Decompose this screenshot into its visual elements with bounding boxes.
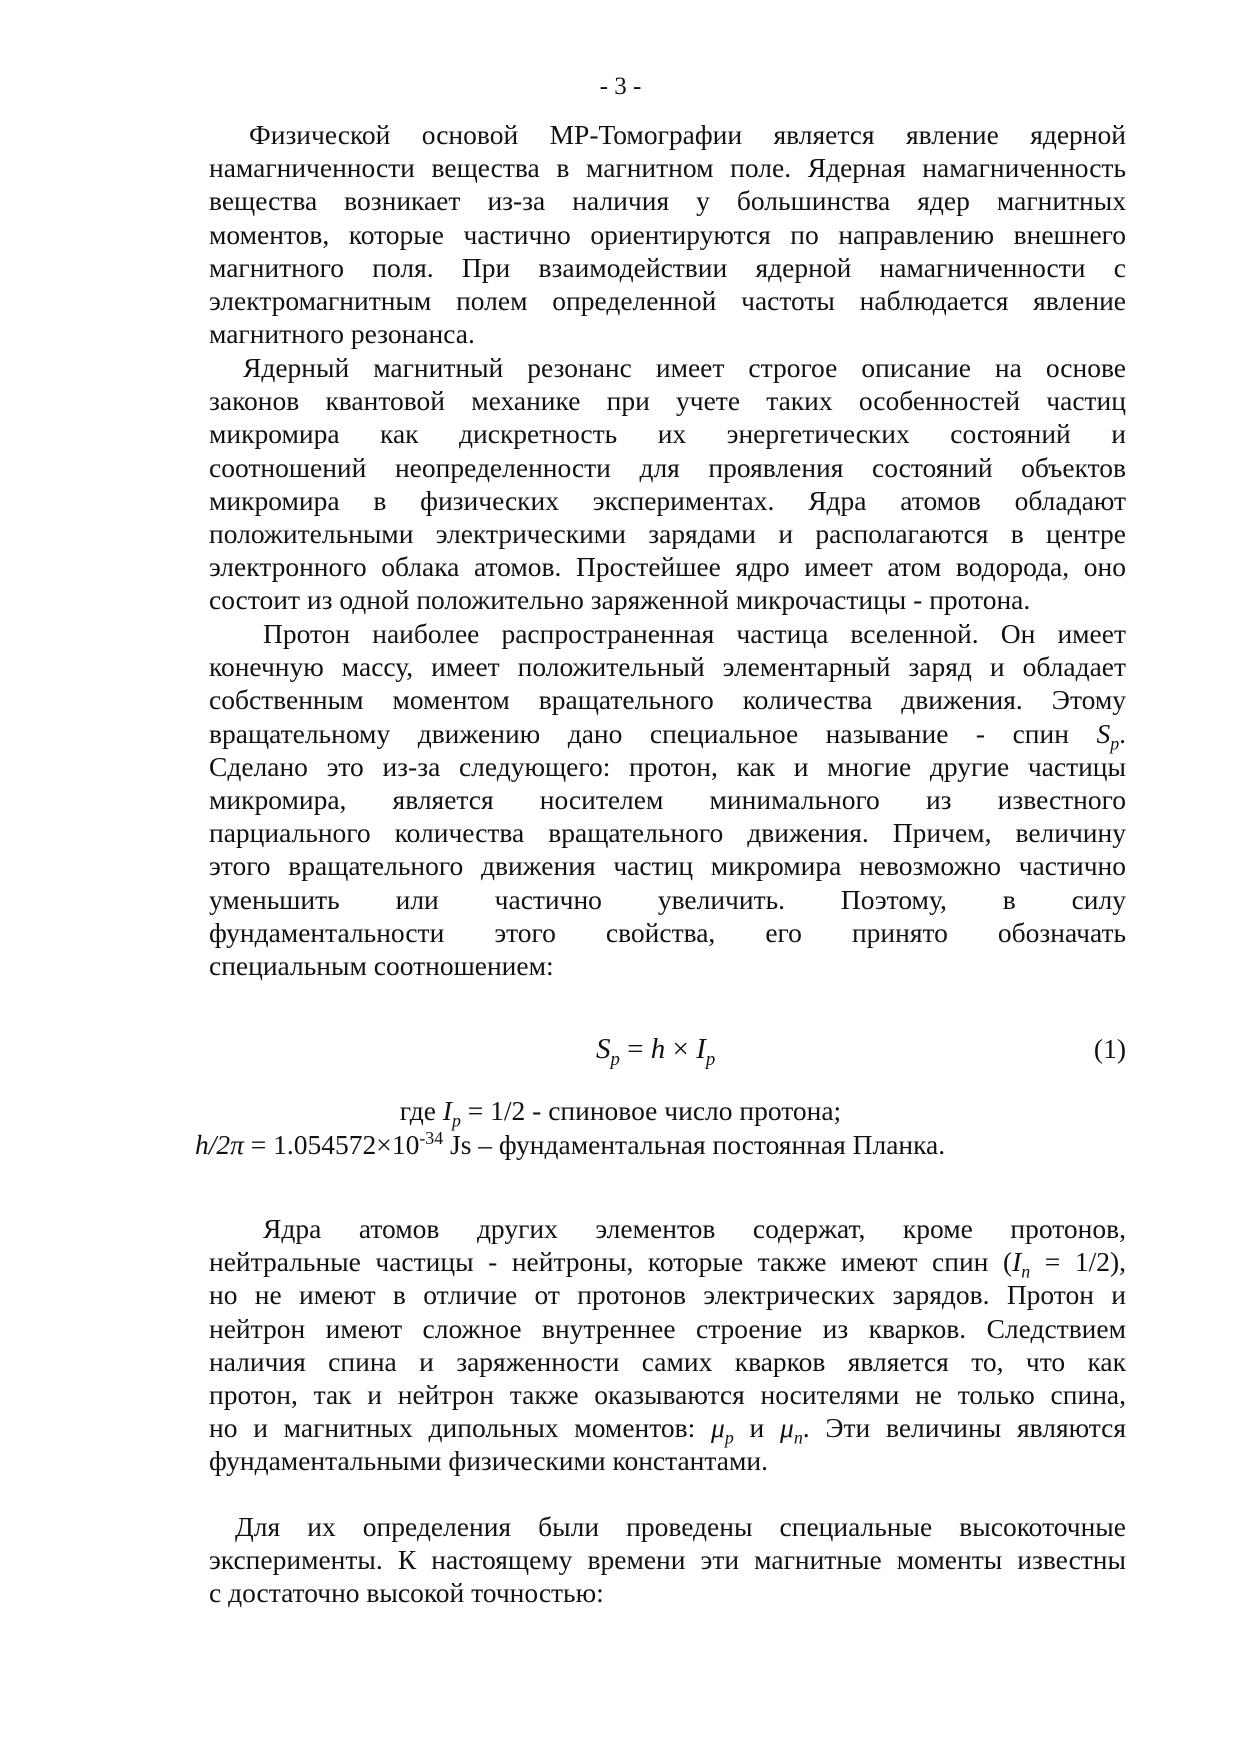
text-line: Ядра атомов других элементов содержат, кроме протонов, <box>263 1213 1126 1244</box>
text-line: парциального количества вращательного движения. Причем, величину <box>209 817 1126 849</box>
text-line: фундаментальности этого свойства, его принято обозначать <box>209 916 1126 948</box>
text-line: уменьшить или частично увеличить. Поэтому, в силу <box>209 883 1126 915</box>
page-number: - 3 - <box>599 73 642 100</box>
text-line: Физической основой МР-Томографии является явление ядерной <box>249 119 1126 150</box>
text-line: Ядерный магнитный резонанс имеет строгое описание на основе <box>243 352 1126 383</box>
text-line: вещества возникает из-за наличия у большинства ядер магнитных <box>209 185 1126 217</box>
text-line: эксперименты. К настоящему времени эти магнитные моменты известны <box>209 1544 1126 1576</box>
text-line: микромира в физических экспериментах. Ядра атомов обладают <box>209 484 1126 516</box>
spin-symbol: $S_p$ <box>1096 717 1120 754</box>
paragraph-proton-spin <box>209 617 1126 982</box>
text-line: протон, так и нейтрон также оказываются носителями не только спина, <box>209 1379 1126 1411</box>
text-line-with-neutron-spin: нейтральные частицы - нейтроны, которые также имеют спин $(I_n = 1/2)$, <box>209 1246 1126 1282</box>
text-line: с достаточно высокой точностью: <box>209 1577 604 1609</box>
text-line-with-magnetic-moments: но и магнитных дипольных моментов: $\mu_p$ и $\mu_n$. Эти величины являются <box>209 1412 1126 1448</box>
paragraph-neutrons-quarks <box>209 1212 1126 1478</box>
text-line: нейтрон имеют сложное внутреннее строение из кварков. Следствием <box>209 1312 1126 1344</box>
text-line: электронного облака атомов. Простейшее ядро имеет атом водорода, оно <box>209 551 1126 583</box>
text-line: микромира, является носителем минимального из известного <box>209 784 1126 816</box>
paragraph-nuclear-magnetization <box>209 118 1126 350</box>
text-line: Сделано это из-за следующего: протон, как и многие другие частицы <box>209 750 1126 782</box>
text-line: но не имеют в отличие от протонов электрических зарядов. Протон и <box>209 1279 1126 1311</box>
text-line: положительными электрическими зарядами и располагаются в центре <box>209 518 1126 550</box>
text-line: магнитного резонанса. <box>209 318 475 350</box>
paragraph-precision-experiments <box>209 1510 1126 1610</box>
text-line: соотношений неопределенности для проявления состояний объектов <box>209 451 1126 483</box>
equation-where-clause: где $I_p = 1/2$ - спиновое число протона; <box>399 1095 842 1131</box>
text-line-with-spin-symbol: вращательному движению дано специальное называние - спин $S_p$. <box>209 717 1127 754</box>
equation-spin <box>209 1031 1126 1071</box>
text-line: специальным соотношением: <box>209 950 554 982</box>
text-line: Для их определения были проведены специальные высокоточные <box>235 1511 1126 1542</box>
text-line: этого вращательного движения частиц микромира невозможно частично <box>209 850 1126 882</box>
equation-number: (1) <box>1093 1033 1126 1064</box>
text-line: состоит из одной положительно заряженной микрочастицы - протона. <box>209 584 1031 616</box>
planck-constant-definition: $h/2\pi = 1.054572\times 10^{-34}$ Js – фундаментальная постоянная Планка. <box>195 1127 946 1160</box>
text-line: фундаментальными физическими константами. <box>209 1445 768 1477</box>
paragraph-nmr-description <box>209 351 1126 617</box>
text-line: электромагнитным полем определенной частоты наблюдается явление <box>209 285 1126 317</box>
text-line: магнитного поля. При взаимодействии ядерной намагниченности с <box>209 251 1126 283</box>
text-line: моментов, которые частично ориентируются по направлению внешнего <box>209 218 1126 250</box>
text-line: наличия спина и заряженности самих кварков является то, что как <box>209 1345 1126 1377</box>
text-line: конечную массу, имеет положительный элементарный заряд и обладает <box>209 651 1126 683</box>
equation-formula: $S_p = h \times I_p$ <box>596 1033 716 1070</box>
text-line: намагниченности вещества в магнитном поле. Ядерная намагниченность <box>209 152 1126 184</box>
text-line: микромира как дискретность их энергетических состояний и <box>209 418 1126 450</box>
text-line: законов квантовой механике при учете таких особенностей частиц <box>209 385 1126 417</box>
text-line: собственным моментом вращательного количества движения. Этому <box>209 684 1126 716</box>
text-line: Протон наиболее распространенная частица вселенной. Он имеет <box>263 618 1126 649</box>
